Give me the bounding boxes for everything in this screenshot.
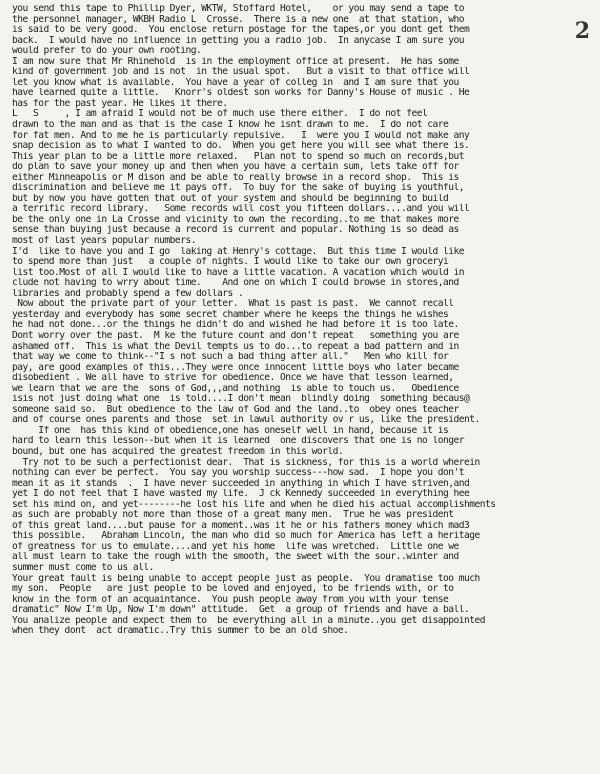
letter-line: discrimination and believe me it pays off. To buy for the sake of buying is youthful, (12, 183, 465, 194)
letter-line: If one has this kind of obedience,one has oneself well in hand, because it is (12, 425, 449, 436)
letter-line: You analize people and expect them to be everything all in a minute..you get disappointed (12, 615, 486, 626)
letter-line: back. I would have no influence in getting you a radio job. In anycase I am sure you (12, 35, 465, 46)
letter-line: hard to learn this lesson--but when it is learned one discovers that one is no longer (12, 436, 465, 447)
letter-line: you send this tape to Phillip Dyer, WKTW, Stoffard Hotel, or you may send a tape to (12, 4, 465, 14)
letter-line: this possible. Abraham Lincoln, the man who did so much for America has left a heritage (12, 531, 480, 542)
letter-line: we learn that we are the sons of God,,,and nothing is able to touch us. Obedience (12, 383, 459, 394)
letter-line: know in the form of an acquaintance. You push people away from you with your tense (12, 594, 449, 605)
letter-line: Dont worry over the past. M ke the future count and don't repeat something you are (12, 330, 459, 341)
letter-line: sense than buying just because a record is current and popular. Nothing is so dead as (12, 225, 459, 236)
letter-line: have learned quite a little. Knorr's oldest son works for Danny's House of music . He (12, 88, 470, 99)
letter-line: clude not having to wrry about time. And one on which I could browse in stores,and (12, 278, 459, 289)
letter-line: be the only one in La Crosse and vicinity to own the recording..to me that makes more (12, 214, 459, 225)
letter-line: is said to be very good. You enclose return postage for the tapes,or you dont get them (12, 25, 470, 36)
letter-line: kind of government job and is not in the usual spot. But a visit to that office will (12, 67, 470, 78)
letter-line: I am now sure that Mr Rhinehold is in the employment office at present. He has some (12, 56, 459, 67)
letter-body (12, 4, 590, 637)
letter-line: and of course ones parents and those set in lawul authority ov r us, like the president. (12, 415, 480, 426)
letter-line: someone said so. But obedience to the law of God and the land..to obey ones teacher (12, 404, 459, 415)
letter-line: do plan to save your money up and then when you have a certain sum, lets take off for (12, 162, 459, 173)
letter-line: disobedient . We all have to strive for obedience. Once we have that lesson learned, (12, 373, 454, 384)
letter-line: set his mind on, and yet--------he lost his life and when he died his actual accomplishments (12, 499, 496, 510)
letter-line: bound, but one has acquired the greatest freedom in this world. (12, 446, 344, 457)
letter-line: when they dont act dramatic..Try this summer to be an old shoe. (12, 626, 349, 637)
letter-line: I'd like to have you and I go laking at Henry's cottage. But this time I would like (12, 246, 465, 257)
letter-line: of this great land....but pause for a moment..was it he or his fathers money which mad3 (12, 520, 470, 531)
letter-line: most of last years popular numbers. (12, 236, 196, 247)
letter-line: the personnel manager, WKBH Radio L Crosse. There is a new one at that station, who (12, 14, 465, 25)
letter-line: as such are probably not more than those of a great many men. True he was president (12, 510, 454, 521)
letter-line: but by now you have gotten that out of your system and should be beginning to build (12, 193, 449, 204)
letter-line: isis not just doing what one is told....I don't mean blindly doing something becaus@ (12, 394, 470, 405)
letter-line: all must learn to take the rough with the smooth, the sweet with the sour..winter and (12, 552, 459, 563)
letter-line: summer must come to us all. (12, 562, 154, 573)
letter-line: he had not done...or the things he didn't do and wished he had before it is too late. (12, 320, 459, 331)
letter-line: L S , I am afraid I would not be of much use there either. I do not feel (12, 109, 428, 120)
letter-line: my son. People are just people to be loved and enjoyed, to be friends with, or to (12, 584, 454, 595)
page-number: 2 (574, 18, 590, 44)
letter-line: a terrific record library. Some records will cost you fifteen dollars....and you will (12, 204, 470, 215)
letter-line: snap decision as to what I wanted to do. When you get here you will see what there is. (12, 141, 470, 152)
letter-line: mean it as it stands . I have never succeeded in anything in which I have striven,and (12, 478, 470, 489)
letter-line: that way we come to think--"I s not such a bad thing after all." Men who kill for (12, 352, 449, 363)
letter-line: drawn to the man and as that is the case I know he isnt drawn to me. I do not care (12, 120, 449, 131)
letter-line: either Minneapolis or M dison and be able to really browse in a record shop. This is (12, 172, 459, 183)
letter-line: yet I do not feel that I have wasted my life. J ck Kennedy succeeded in everything hee (12, 489, 470, 500)
letter-line: dramatic" Now I'm Up, Now I'm down" attitude. Get a group of friends and have a ball. (12, 605, 470, 616)
letter-line: would prefer to do your own rooting. (12, 46, 202, 57)
letter-line: let you know what is available. You have a year of colleg in and I am sure that you (12, 77, 459, 88)
letter-line: Now about the private part of your letter. What is past is past. We cannot recall (12, 299, 454, 310)
letter-line: of greatness for us to emulate....and yet his home life was wretched. Little one we (12, 541, 459, 552)
letter-line: This year plan to be a little more relaxed. Plan not to spend so much on records,but (12, 151, 465, 162)
letter-line: has for the past year. He likes it there. (12, 98, 228, 109)
letter-line: Your great fault is being unable to accept people just as people. You dramatise too much (12, 573, 480, 584)
letter-line: libraries and probably spend a few dollars . (12, 288, 244, 299)
letter-line: yesterday and everybody has some secret chamber where he keeps the things he wishes (12, 309, 449, 320)
letter-line: to spend more than just a couple of nights. I would like to take our own groceryi (12, 257, 449, 268)
letter-line: list too.Most of all I would like to have a little vacation. A vacation which would in (12, 267, 465, 278)
letter-line: ashamed off. This is what the Devil tempts us to do...to repeat a bad pattern and in (12, 341, 459, 352)
letter-line: nothing can ever be perfect. You say you worship success---how sad. I hope you don't (12, 468, 465, 479)
letter-line: for fat men. And to me he is particularly repulsive. I were you I would not make any (12, 130, 470, 141)
letter-line: Try not to be such a perfectionist dear. That is sickness, for this is a world wherein (12, 457, 480, 468)
letter-line: pay, are good examples of this...They were once innocent little boys who later became (12, 362, 459, 373)
